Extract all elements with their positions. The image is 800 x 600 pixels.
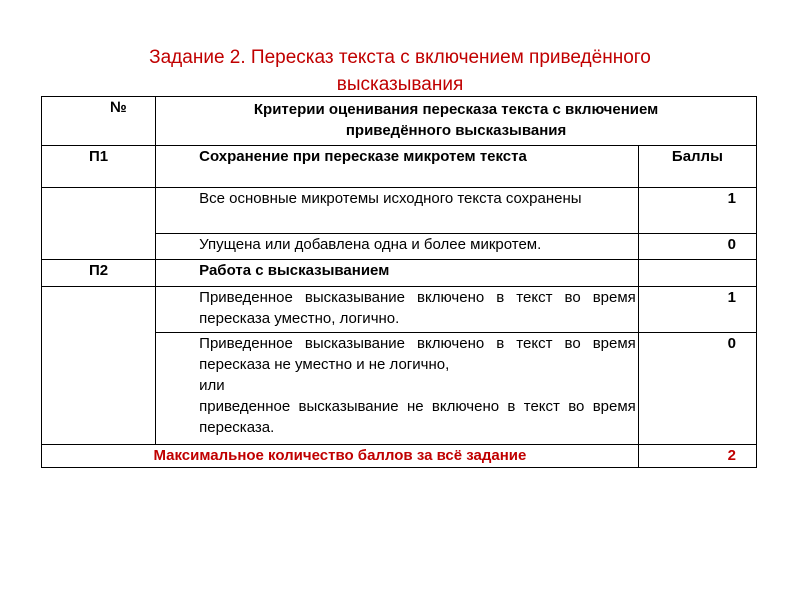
section-row-p2 (42, 260, 757, 287)
points-header-empty (638, 260, 756, 287)
header-number: № (42, 97, 156, 146)
criterion-text: Приведенное высказывание включено в текст во время пересказа уместно, логично. (156, 287, 639, 333)
points-header: Баллы (638, 146, 756, 188)
criterion-points: 0 (638, 234, 756, 260)
section-code-p1: П1 (42, 146, 156, 188)
section-title-p2: Работа с высказыванием (156, 260, 639, 287)
table-row (42, 287, 757, 333)
criterion-text: Все основные микротемы исходного текста сохранены (156, 188, 639, 234)
page-title (40, 44, 760, 98)
empty-number-cell (42, 287, 156, 445)
criterion-points: 1 (638, 287, 756, 333)
title-line2: высказывания (336, 74, 464, 95)
section-code-p2: П2 (42, 260, 156, 287)
table-row (42, 188, 757, 234)
title-rest: . Пересказ текста с включением приведённого (240, 47, 651, 68)
header-criteria (156, 97, 757, 146)
section-row-p1 (42, 146, 757, 188)
criteria-table (41, 96, 757, 468)
header-criteria-line2: приведённого высказывания (345, 122, 567, 139)
table-header-row (42, 97, 757, 146)
header-criteria-line1: Критерии оценивания пересказа текста с включением (253, 101, 659, 118)
criterion-points: 1 (638, 188, 756, 234)
criterion-text-or: или (199, 377, 225, 394)
section-title-p1: Сохранение при пересказе микротем текста (156, 146, 639, 188)
criterion-text: Упущена или добавлена одна и более микротем. (156, 234, 639, 260)
title-prefix: Задание 2 (149, 47, 241, 68)
total-points: 2 (638, 445, 756, 468)
total-row (42, 445, 757, 468)
total-label: Максимальное количество баллов за всё задание (42, 445, 639, 468)
criterion-text-b: приведенное высказывание не включено в текст во время пересказа. (199, 398, 636, 436)
criterion-text-multi (156, 333, 639, 445)
criterion-points: 0 (638, 333, 756, 445)
criterion-text-a: Приведенное высказывание включено в текст во время пересказа не уместно и не логично, (199, 335, 636, 373)
empty-number-cell (42, 188, 156, 260)
